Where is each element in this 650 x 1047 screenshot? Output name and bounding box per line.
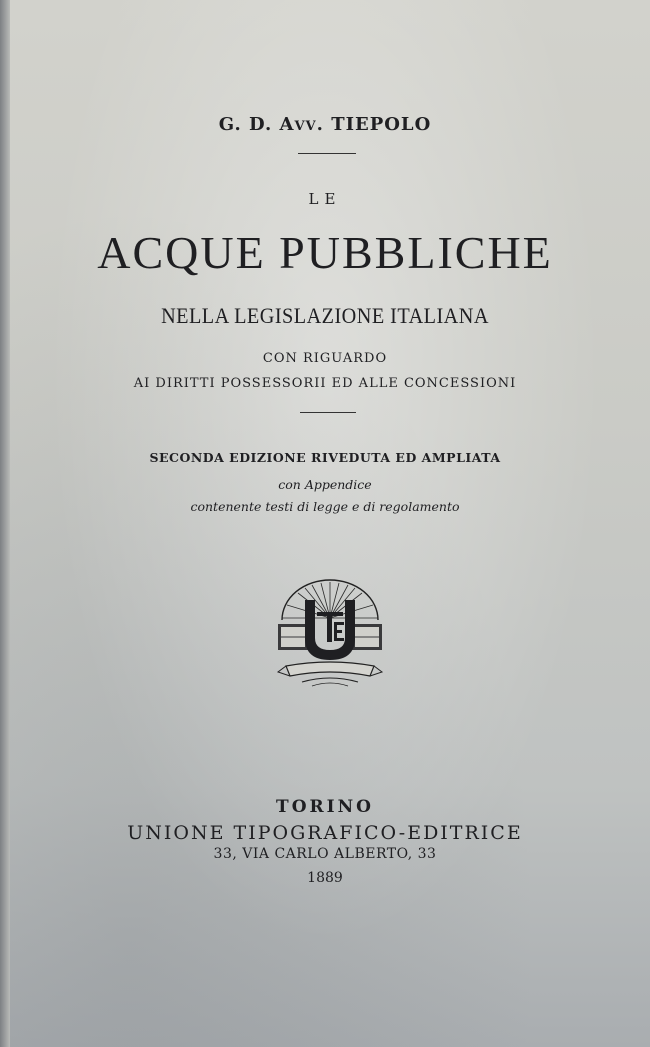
imprint-publisher: UNIONE TIPOGRAFICO-EDITRICE bbox=[127, 822, 523, 844]
author-line bbox=[0, 114, 650, 135]
divider-rule bbox=[300, 412, 356, 413]
regarding-line-1: CON RIGUARDO bbox=[262, 351, 388, 366]
regarding-line-2: AI DIRITTI POSSESSORII ED ALLE CONCESSIONI bbox=[133, 376, 517, 391]
appendix-note: con Appendice bbox=[278, 477, 372, 492]
imprint-address: 33, VIA CARLO ALBERTO, 33 bbox=[213, 846, 437, 862]
publisher-emblem-icon bbox=[272, 578, 388, 690]
book-spine-edge bbox=[0, 0, 10, 1047]
title-article: LE bbox=[308, 190, 342, 208]
divider-rule bbox=[298, 153, 356, 154]
author-name: TIEPOLO bbox=[331, 114, 432, 135]
imprint-year: 1889 bbox=[307, 870, 343, 886]
book-title: ACQUE PUBBLICHE bbox=[97, 227, 553, 278]
edition-statement: SECONDA EDIZIONE RIVEDUTA ED AMPLIATA bbox=[149, 450, 501, 465]
author-initials: G. D. bbox=[218, 114, 273, 135]
imprint-city: TORINO bbox=[276, 797, 374, 817]
author-title: Avv. bbox=[279, 114, 324, 135]
book-subtitle: NELLA LEGISLAZIONE ITALIANA bbox=[161, 303, 489, 328]
appendix-contents: contenente testi di legge e di regolamento bbox=[190, 499, 460, 514]
